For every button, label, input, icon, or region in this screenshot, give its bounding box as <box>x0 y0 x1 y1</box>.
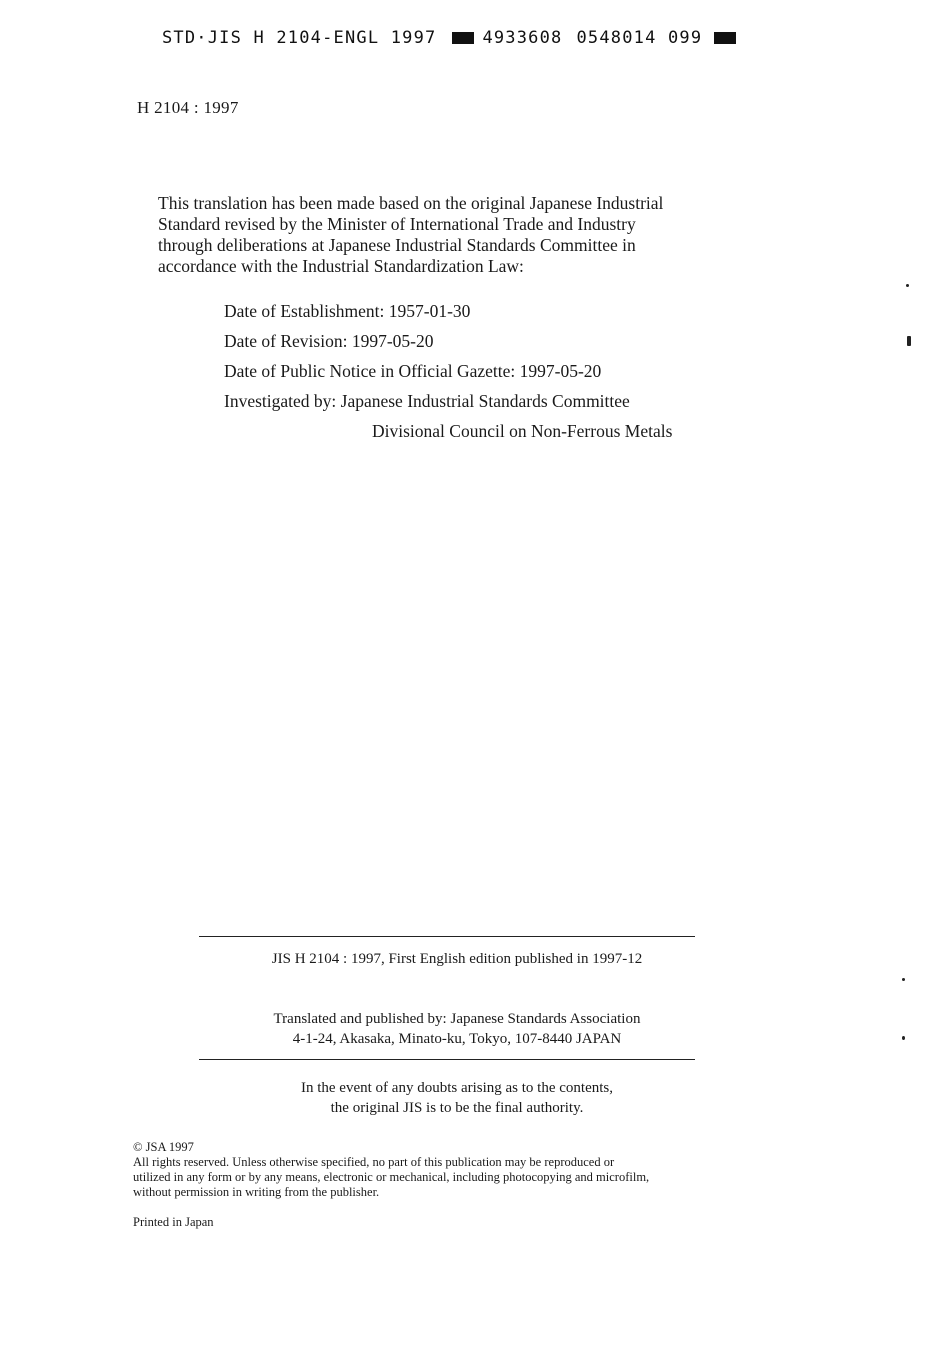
edition-line: JIS H 2104 : 1997, First English edition published in 1997-12 <box>271 951 643 967</box>
dates-block <box>224 296 672 446</box>
publisher-line: Translated and published by: Japanese Standards Association <box>273 1011 641 1027</box>
intro-line: This translation has been made based on the original Japanese Industrial <box>158 193 664 213</box>
stamp-numbers-1: 4933608 <box>482 28 563 48</box>
scan-speck <box>902 978 905 981</box>
intro-line: through deliberations at Japanese Industrial Standards Committee in <box>158 235 636 255</box>
redaction-block-2 <box>714 32 736 44</box>
publisher-address: 4-1-24, Akasaka, Minato-ku, Tokyo, 107-8440 JAPAN <box>292 1031 622 1047</box>
copyright-line: All rights reserved. Unless otherwise specified, no part of this publication may be reproduced or <box>133 1155 615 1169</box>
copyright-line: utilized in any form or by any means, electronic or mechanical, including photocopying and microfilm, <box>133 1170 650 1184</box>
publisher-block <box>199 1009 715 1049</box>
redaction-block-1 <box>452 32 474 44</box>
intro-line: accordance with the Industrial Standardization Law: <box>158 256 524 276</box>
scan-speck <box>906 284 909 287</box>
investigated-by: Investigated by: Japanese Industrial Standards Committee <box>224 391 630 411</box>
intro-line: Standard revised by the Minister of International Trade and Industry <box>158 214 636 234</box>
header-stamp <box>162 28 744 48</box>
document-number: H 2104 : 1997 <box>137 98 239 117</box>
date-public-notice: Date of Public Notice in Official Gazette: 1997-05-20 <box>224 361 602 381</box>
printed-in: Printed in Japan <box>133 1215 214 1229</box>
authority-line: In the event of any doubts arising as to the contents, <box>300 1080 613 1096</box>
date-establishment: Date of Establishment: 1957-01-30 <box>224 301 471 321</box>
divisional-council: Divisional Council on Non-Ferrous Metals <box>372 421 673 441</box>
scan-speck <box>907 336 911 346</box>
divider-top <box>199 936 695 937</box>
copyright-block <box>133 1140 649 1200</box>
date-revision: Date of Revision: 1997-05-20 <box>224 331 434 351</box>
copyright-mark: © JSA 1997 <box>133 1140 194 1154</box>
copyright-line: without permission in writing from the publisher. <box>133 1185 380 1199</box>
authority-note <box>199 1078 715 1118</box>
stamp-numbers-2: 0548014 099 <box>576 28 703 48</box>
divider-bottom <box>199 1059 695 1060</box>
scan-speck <box>902 1036 905 1040</box>
intro-paragraph <box>158 193 778 277</box>
authority-line: the original JIS is to be the final authority. <box>330 1100 584 1116</box>
stamp-code: STD·JIS H 2104-ENGL 1997 <box>162 28 437 48</box>
